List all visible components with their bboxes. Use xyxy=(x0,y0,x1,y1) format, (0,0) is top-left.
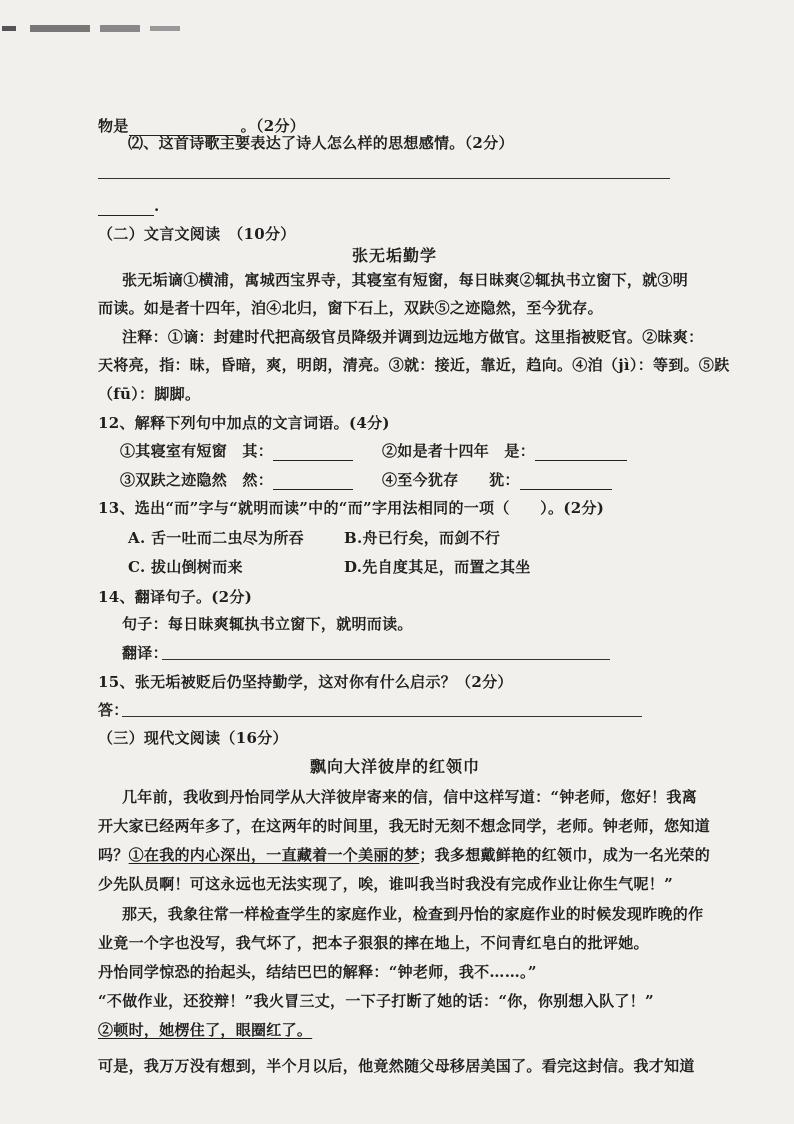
poem-answer-blank-2[interactable] xyxy=(98,199,154,216)
q14-answer-label: 翻译： xyxy=(122,644,168,662)
section2-note-line-2: 天将亮，指：昧，昏暗，爽，明朗，清亮。③就：接近，靠近，趋向。④洎（jì）：等到。⑤趺 xyxy=(98,356,730,374)
poem-answer-line[interactable] xyxy=(98,178,670,179)
q12-item-a-text: ①其寝室有短窗 其： xyxy=(120,442,274,460)
poem-answer-line-2 xyxy=(98,196,160,216)
q12-blank-b[interactable] xyxy=(535,444,627,461)
section2-note-line-3: （fū）：脚脚。 xyxy=(98,385,201,403)
poem-question-2: ⑵、这首诗歌主要表达了诗人怎么样的思想感情。（2分） xyxy=(128,134,514,152)
q13-option-d[interactable]: D.先自度其足，而置之其坐 xyxy=(344,558,531,576)
section3-heading: （三）现代文阅读（16分） xyxy=(98,729,288,747)
section2-para-line-2: 而读。如是者十四年，洎④北归，窗下石上，双趺⑤之迹隐然，至今犹存。 xyxy=(98,299,603,317)
q13-option-a[interactable]: A. 舌一吐而二虫尽为所吞 xyxy=(128,529,304,547)
q12-item-d-text: ④至今犹存 犹： xyxy=(382,471,520,489)
q13-stem: 13、选出“而”字与“就明而读”中的“而”字用法相同的一项（ ）。(2分) xyxy=(98,499,605,517)
underlined-sentence-1: ①在我的内心深出，一直藏着一个美丽的梦 xyxy=(128,846,420,864)
scan-edge-mark xyxy=(0,22,260,36)
section3-p1-line-3 xyxy=(98,845,710,865)
section3-p5 xyxy=(98,1020,312,1040)
q12-item-b-text: ②如是者十四年 是： xyxy=(382,442,536,460)
q14-stem: 14、翻译句子。(2分) xyxy=(98,588,253,606)
q14-sentence: 句子：每日昧爽辄执书立窗下，就明而读。 xyxy=(122,615,413,633)
q12-blank-c[interactable] xyxy=(273,473,353,490)
section2-heading: （二）文言文阅读 （10分） xyxy=(98,225,296,243)
q12-item-d xyxy=(382,470,612,490)
p1-line3-post: ；我多想戴鲜艳的红领巾，成为一名光荣的 xyxy=(419,846,711,864)
q15-stem: 15、张无垢被贬后仍坚持勤学，这对你有什么启示？（2分） xyxy=(98,673,513,691)
p1-line3-pre: 吗？ xyxy=(98,846,129,864)
section3-p3: 丹怡同学惊恐的抬起头，结结巴巴的解释：“钟老师，我不……。” xyxy=(98,963,537,981)
section3-p2-line-1: 那天，我象往常一样检查学生的家庭作业，检查到丹怡的家庭作业的时候发现昨晚的作 xyxy=(122,905,704,923)
section3-p4: “不做作业，还狡辩！”我火冒三丈，一下子打断了她的话：“你，你别想入队了！” xyxy=(98,992,654,1010)
section2-para-line-1: 张无垢谪①横浦，寓城西宝界寺，其寝室有短窗，每日昧爽②辄执书立窗下，就③明 xyxy=(122,271,689,289)
poem-blank-suffix: 。（2分） xyxy=(240,117,306,135)
q12-stem: 12、解释下列句中加点的文言词语。(4分) xyxy=(98,414,390,432)
poem-blank-prefix: 物是 xyxy=(98,117,129,135)
section2-title: 张无垢勤学 xyxy=(352,246,438,265)
q12-blank-d[interactable] xyxy=(520,473,612,490)
q15-answer-label: 答： xyxy=(98,701,129,719)
q12-blank-a[interactable] xyxy=(273,444,353,461)
section3-p1-line-4: 少先队员啊！可这永远也无法实现了，唉，谁叫我当时我没有完成作业让你生气呢！” xyxy=(98,875,674,893)
q12-item-c xyxy=(120,470,353,490)
section3-p2-line-2: 业竟一个字也没写，我气坏了，把本子狠狠的摔在地上，不问青红皂白的批评她。 xyxy=(98,934,649,952)
section2-note-line-1: 注释：①谪：封建时代把高级官员降级并调到边远地方做官。这里指被贬官。②昧爽： xyxy=(122,328,704,346)
section3-p1-line-1: 几年前，我收到丹怡同学从大洋彼岸寄来的信，信中这样写道：“钟老师，您好！我离 xyxy=(122,788,698,806)
q13-option-b[interactable]: B.舟已行矣，而剑不行 xyxy=(344,529,501,547)
section3-p6: 可是，我万万没有想到，半个月以后，他竟然随父母移居美国了。看完这封信。我才知道 xyxy=(98,1057,695,1075)
q15-answer-line[interactable] xyxy=(122,716,642,717)
q12-item-a xyxy=(120,441,353,461)
section3-title: 飘向大洋彼岸的红领巾 xyxy=(310,757,481,776)
q12-item-b xyxy=(382,441,627,461)
underlined-sentence-2: ②顿时，她楞住了，眼圈红了。 xyxy=(98,1021,313,1039)
q12-item-c-text: ③双趺之迹隐然 然： xyxy=(120,471,274,489)
section3-p1-line-2: 开大家已经两年多了，在这两年的时间里，我无时无刻不想念同学，老师。钟老师，您知道 xyxy=(98,817,711,835)
q13-option-c[interactable]: C. 拔山倒树而来 xyxy=(128,558,243,576)
q14-answer-line[interactable] xyxy=(162,659,610,660)
poem-end-dot: . xyxy=(154,197,160,215)
